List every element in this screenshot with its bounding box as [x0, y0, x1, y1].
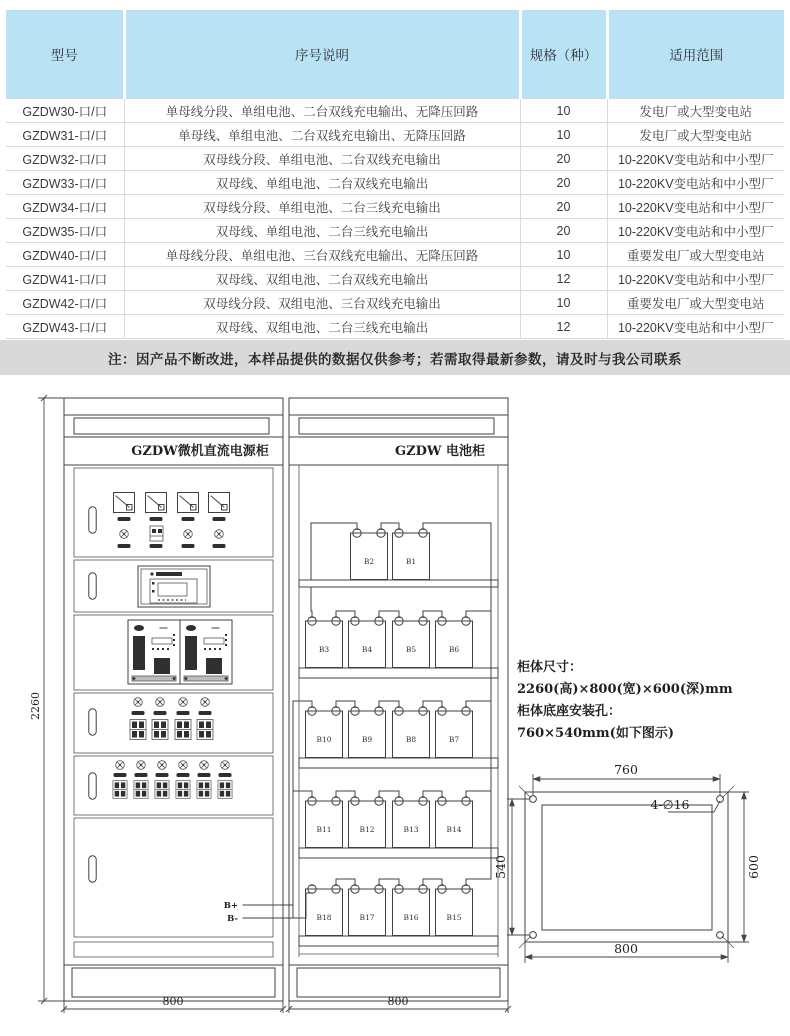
cell-description: 单母线、单组电池、二台双线充电输出、无降压回路 [124, 123, 520, 147]
cell-description: 双母线、双组电池、二台三线充电输出 [124, 315, 520, 339]
battery-shelf [299, 580, 498, 587]
battery [393, 529, 430, 580]
battery [393, 797, 430, 848]
hole-span-depth-label: 540 [493, 855, 508, 879]
cell-model: GZDW41-口/口 [6, 267, 124, 291]
battery [349, 707, 386, 758]
cell-range: 10-220KV变电站和中小型厂 [607, 315, 784, 339]
power-cabinet-bottom-vent-grille [72, 968, 275, 997]
cell-model: GZDW43-口/口 [6, 315, 124, 339]
monitor-panel [74, 560, 273, 612]
battery [349, 617, 386, 668]
cell-range: 发电厂或大型变电站 [607, 99, 784, 123]
cell-description: 双母线分段、双组电池、三台双线充电输出 [124, 291, 520, 315]
battery [306, 617, 343, 668]
height-dimension-label: 2260 [29, 692, 42, 720]
control-knob[interactable] [215, 530, 224, 539]
table-row [6, 147, 784, 171]
power-cabinet [61, 398, 306, 1013]
cell-model: GZDW30-口/口 [6, 99, 124, 123]
battery-label: B3 [318, 645, 330, 654]
monitor-screen [158, 583, 187, 596]
battery-shelf [299, 848, 498, 858]
door-handle[interactable] [89, 709, 96, 735]
door-handle[interactable] [89, 507, 96, 533]
door-handle[interactable] [89, 573, 96, 599]
dimension-base-600 [728, 792, 761, 942]
battery [351, 529, 388, 580]
battery-label: B10 [316, 735, 332, 744]
disclaimer-note [0, 340, 790, 375]
cell-model: GZDW42-口/口 [6, 291, 124, 315]
circuit-breaker[interactable] [113, 781, 127, 799]
power-cabinet-top-vent-grille [74, 418, 269, 434]
battery [393, 885, 430, 936]
base-width-label: 800 [614, 941, 638, 956]
table-row [6, 171, 784, 195]
battery-shelf-row [306, 611, 492, 668]
dimension-power-width [61, 995, 286, 1013]
battery-label: B9 [361, 735, 373, 744]
mounting-hole [530, 932, 537, 939]
battery-label: B18 [316, 913, 332, 922]
breaker-panel-1 [74, 693, 273, 753]
bus-positive-label: B+ [223, 901, 238, 911]
battery [306, 707, 343, 758]
analog-meter [209, 493, 230, 513]
table-row [6, 123, 784, 147]
dimension-hole-span-760 [533, 762, 720, 795]
battery-shelf [299, 758, 498, 768]
circuit-breaker[interactable] [175, 720, 191, 740]
circuit-breaker[interactable] [218, 781, 232, 799]
battery-label: B4 [361, 645, 373, 654]
battery-label: B12 [359, 825, 375, 834]
cell-model: GZDW31-口/口 [6, 123, 124, 147]
battery-cabinet-title: GZDW 电池柜 [395, 444, 485, 459]
col-header-spec: 规格（种） [520, 10, 607, 99]
table-row [6, 267, 784, 291]
base-mounting-plan [493, 762, 761, 963]
cell-model: GZDW32-口/口 [6, 147, 124, 171]
circuit-breaker[interactable] [155, 781, 169, 799]
table-row [6, 315, 784, 339]
indicator-lamp [179, 698, 188, 707]
battery [436, 707, 473, 758]
door-handle[interactable] [89, 773, 96, 799]
circuit-breaker[interactable] [130, 720, 146, 740]
battery-label: B2 [363, 557, 375, 566]
power-cabinet-title: GZDW微机直流电源柜 [131, 444, 269, 459]
battery-cabinet-top-vent-grille [299, 418, 494, 434]
hole-diameter-label: 4-∅16 [650, 797, 690, 812]
cell-range: 10-220KV变电站和中小型厂 [607, 219, 784, 243]
cell-description: 双母线、单组电池、二台三线充电输出 [124, 219, 520, 243]
indicator-lamp [116, 761, 125, 770]
charger-module-panel [74, 615, 273, 690]
cell-description: 单母线分段、单组电池、三台双线充电输出、无降压回路 [124, 243, 520, 267]
mounting-hole [717, 932, 724, 939]
cell-range: 10-220KV变电站和中小型厂 [607, 171, 784, 195]
battery-label: B6 [448, 645, 460, 654]
cell-range: 10-220KV变电站和中小型厂 [607, 267, 784, 291]
cabinet-size-value: 2260(高)×800(宽)×600(深)mm [517, 682, 733, 697]
battery-label: B8 [405, 735, 417, 744]
battery-shelf-row [293, 701, 491, 758]
battery-shelf-row [306, 879, 492, 936]
cell-range: 重要发电厂或大型变电站 [607, 291, 784, 315]
cell-spec: 12 [520, 315, 607, 339]
selector-switch[interactable] [150, 526, 163, 541]
circuit-breaker[interactable] [134, 781, 148, 799]
dimension-battery-width [286, 995, 511, 1013]
table-row [6, 195, 784, 219]
disclaimer-note-text: 注：因产品不断改进，本样品提供的数据仅供参考；若需取得最新参数，请及时与我公司联系 [108, 351, 682, 367]
battery-label: B16 [403, 913, 419, 922]
cell-model: GZDW34-口/口 [6, 195, 124, 219]
table-row [6, 243, 784, 267]
cell-spec: 20 [520, 147, 607, 171]
battery-shelf [299, 668, 498, 678]
battery-shelf-row [311, 523, 491, 611]
cell-spec: 10 [520, 291, 607, 315]
charger-module [128, 620, 180, 684]
battery [436, 797, 473, 848]
analog-meter [178, 493, 199, 513]
indicator-lamp [134, 698, 143, 707]
battery [306, 797, 343, 848]
cell-range: 重要发电厂或大型变电站 [607, 243, 784, 267]
battery-shelf-row [293, 791, 491, 848]
table-row [6, 291, 784, 315]
indicator-lamp [201, 698, 210, 707]
power-width-label: 800 [162, 995, 184, 1008]
cell-spec: 20 [520, 171, 607, 195]
battery-bus-wire [306, 893, 312, 918]
bus-negative-label: B- [227, 914, 238, 924]
battery-label: B5 [405, 645, 417, 654]
table-header [6, 10, 784, 99]
battery-label: B17 [359, 913, 375, 922]
base-holes-value: 760×540mm(如下图示) [517, 726, 674, 741]
battery [393, 707, 430, 758]
cell-description: 双母线分段、单组电池、二台三线充电输出 [124, 195, 520, 219]
cell-spec: 12 [520, 267, 607, 291]
cell-spec: 10 [520, 123, 607, 147]
cell-range: 10-220KV变电站和中小型厂 [607, 195, 784, 219]
cell-description: 双母线、双组电池、二台双线充电输出 [124, 267, 520, 291]
control-knob[interactable] [184, 530, 193, 539]
cell-range: 10-220KV变电站和中小型厂 [607, 147, 784, 171]
battery [349, 885, 386, 936]
col-header-description: 序号说明 [124, 10, 520, 99]
hole-span-width-label: 760 [614, 762, 638, 777]
battery [436, 885, 473, 936]
battery-label: B14 [446, 825, 462, 834]
indicator-lamp [179, 761, 188, 770]
base-holes-label: 柜体底座安装孔： [517, 704, 622, 719]
cell-model: GZDW40-口/口 [6, 243, 124, 267]
col-header-range: 适用范围 [607, 10, 784, 99]
base-depth-label: 600 [746, 855, 761, 879]
analog-meter [146, 493, 167, 513]
indicator-lamp [221, 761, 230, 770]
dimension-height-2260 [29, 395, 64, 1004]
circuit-breaker[interactable] [152, 720, 168, 740]
cell-description: 双母线分段、单组电池、二台双线充电输出 [124, 147, 520, 171]
cabinet-spec-text [517, 659, 733, 741]
cell-model: GZDW33-口/口 [6, 171, 124, 195]
battery-label: B11 [316, 825, 332, 834]
cabinet-size-label: 柜体尺寸： [517, 660, 583, 675]
battery-shelf [299, 936, 498, 946]
cell-description: 单母线分段、单组电池、二台双线充电输出、无降压回路 [124, 99, 520, 123]
battery [349, 797, 386, 848]
col-header-model: 型号 [6, 10, 124, 99]
cell-spec: 20 [520, 219, 607, 243]
table-row [6, 219, 784, 243]
circuit-breaker[interactable] [197, 781, 211, 799]
indicator-lamp [158, 761, 167, 770]
battery [306, 885, 343, 936]
mounting-hole [530, 796, 537, 803]
cell-model: GZDW35-口/口 [6, 219, 124, 243]
table-row [6, 99, 784, 123]
battery [436, 617, 473, 668]
indicator-lamp [200, 761, 209, 770]
circuit-breaker[interactable] [197, 720, 213, 740]
lower-door-panel [74, 818, 306, 937]
model-spec-table [6, 10, 784, 339]
cell-description: 双母线、单组电池、二台双线充电输出 [124, 171, 520, 195]
battery-width-label: 800 [387, 995, 409, 1008]
indicator-lamp [137, 761, 146, 770]
battery [393, 617, 430, 668]
dimension-base-800 [525, 941, 728, 963]
technical-drawing [0, 376, 790, 1036]
meter-panel [74, 468, 273, 557]
door-handle[interactable] [89, 856, 96, 882]
battery-cabinet [286, 398, 511, 1013]
circuit-breaker[interactable] [176, 781, 190, 799]
control-knob[interactable] [120, 530, 129, 539]
cell-spec: 10 [520, 243, 607, 267]
battery-cabinet-bottom-vent-grille [297, 968, 500, 997]
breaker-panel-2 [74, 756, 273, 815]
battery-label: B1 [405, 557, 417, 566]
analog-meter [114, 493, 135, 513]
cell-range: 发电厂或大型变电站 [607, 123, 784, 147]
cell-spec: 20 [520, 195, 607, 219]
battery-label: B15 [446, 913, 462, 922]
battery-label: B13 [403, 825, 419, 834]
indicator-lamp [156, 698, 165, 707]
cell-spec: 10 [520, 99, 607, 123]
charger-module [180, 620, 232, 684]
battery-label: B7 [448, 735, 460, 744]
